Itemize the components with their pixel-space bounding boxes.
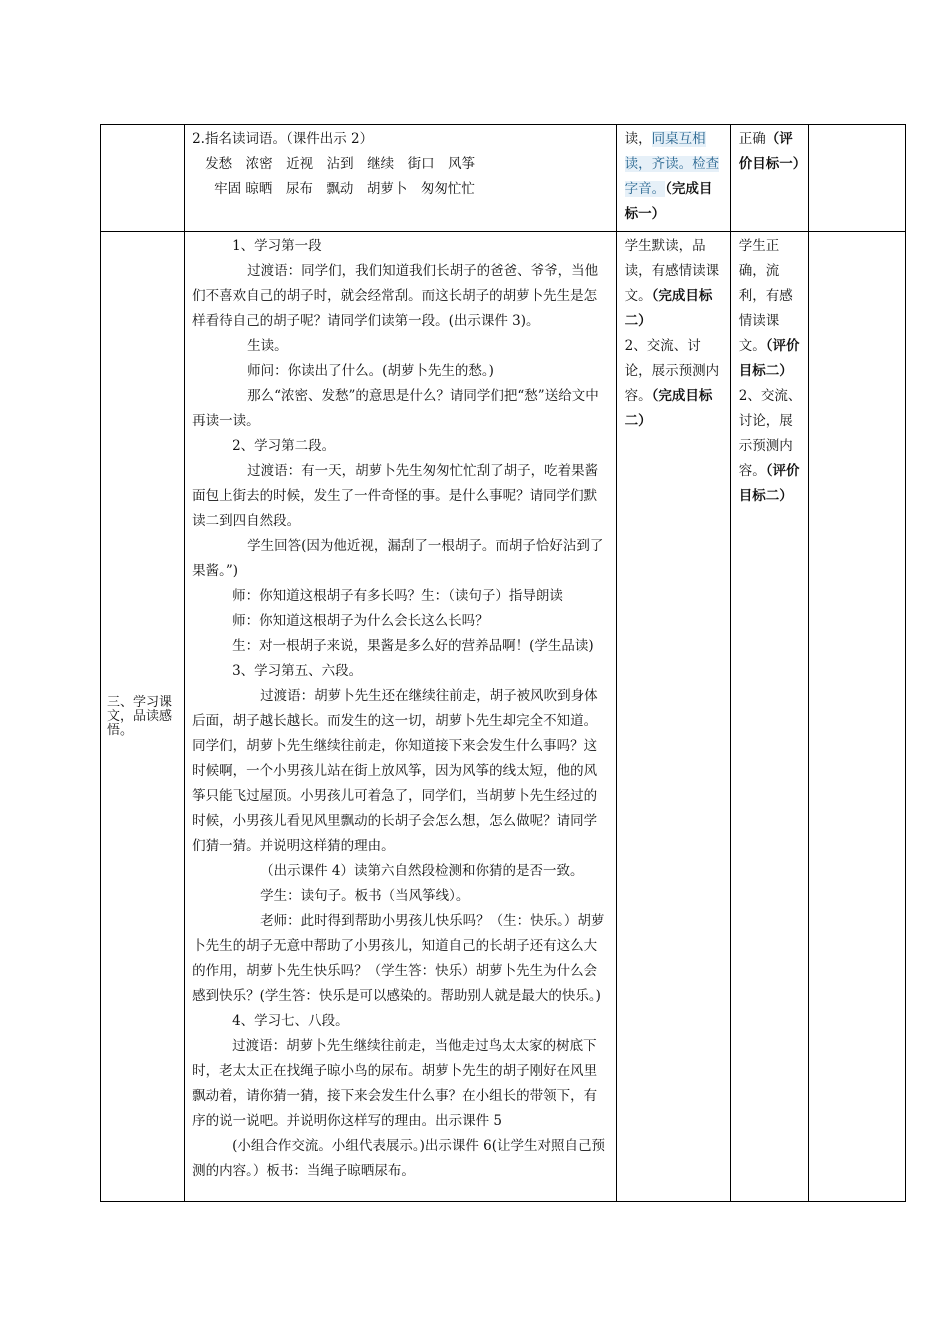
evaluation-text: 2、交流、讨论，展示预测内容。 <box>738 388 802 479</box>
content-heading: 2、学习第二段。 <box>232 438 336 454</box>
lesson-plan-table <box>100 124 906 1202</box>
content-paragraph: 过渡语：有一天，胡萝卜先生匆匆忙忙刮了胡子，吃着果酱面包上街去的时候，发生了一件奇怪的事。是什么事呢？请同学们默读二到四自然段。 <box>192 463 599 529</box>
evaluation-cell <box>730 125 808 232</box>
student-activity-text: 学生默读，品读，有感情读课文。 <box>624 238 720 304</box>
goal-note: （完成目标二） <box>624 388 713 429</box>
student-activity-text: 2、交流、讨论，展示预测内容。 <box>624 338 720 404</box>
content-paragraph: 过渡语：胡萝卜先生继续往前走，当他走过鸟太太家的树底下时，老太太正在找绳子晾小鸟的尿布。胡萝卜先生的胡子刚好在风里飘动着，请你猜一猜，接下来会发生什么事？在小组长的带领下，有序的说一说吧。并说明你这样写的理由。出示课件 5 <box>192 1038 598 1129</box>
content-paragraph: 那么“浓密、发愁”的意思是什么？请同学们把“愁”送给文中再读一读。 <box>192 388 599 429</box>
content-paragraph: （出示课件 4）读第六自然段检测和你猜的是否一致。 <box>260 863 584 879</box>
vocab-line: 牢固 晾晒 尿布 飘动 胡萝卜 匆匆忙忙 <box>214 181 475 197</box>
content-paragraph: 师：你知道这根胡子为什么会长这么长吗？ <box>232 613 489 629</box>
evaluation-goal: （评价目标二） <box>738 338 800 379</box>
content-heading: 4、学习七、八段。 <box>232 1013 349 1029</box>
vocab-line: 发愁 浓密 近视 沾到 继续 街口 风筝 <box>205 156 476 172</box>
content-heading: 1、学习第一段 <box>232 238 322 254</box>
student-activity-text: 读， <box>624 131 652 147</box>
content-paragraph: 过渡语：同学们，我们知道我们长胡子的爸爸、爷爷，当他们不喜欢自己的胡子时，就会经常刮。而这长胡子的胡萝卜先生是怎样看待自己的胡子呢？请同学们读第一段。(出示课件 3)。 <box>192 263 599 329</box>
evaluation-goal: （评价目标一） <box>738 131 807 172</box>
teaching-content-cell <box>185 125 617 232</box>
content-paragraph: 过渡语：胡萝卜先生还在继续往前走，胡子被风吹到身体后面，胡子越长越长。而发生的这一切，胡萝卜先生却完全不知道。同学们，胡萝卜先生继续往前走，你知道接下来会发生什么事吗？这时候啊，一个小男孩儿站在街上放风筝，因为风筝的线太短，他的风筝只能飞过屋顶。小男孩儿可着急了，同学们，当胡萝卜先生经过的时候，小男孩儿看见风里飘动的长胡子会怎么想，怎么做呢？请同学们猜一猜。并说明这样猜的理由。 <box>192 688 598 854</box>
section-cell <box>101 125 185 232</box>
goal-note: （完成目标一） <box>624 181 713 222</box>
content-paragraph: 学生回答(因为他近视，漏刮了一根胡子。而胡子恰好沾到了果酱。”) <box>192 538 604 579</box>
evaluation-goal: （评价目标二） <box>738 463 800 504</box>
content-paragraph: (小组合作交流。小组代表展示。)出示课件 6(让学生对照自己预测的内容。）板书：当绳子晾晒尿布。 <box>192 1138 606 1179</box>
content-paragraph: 师：你知道这根胡子有多长吗？生：（读句子）指导朗读 <box>232 588 563 604</box>
section-cell <box>101 232 185 1202</box>
notes-cell <box>808 125 905 232</box>
evaluation-cell <box>730 232 808 1202</box>
content-paragraph: 学生：读句子。板书（当风筝线）。 <box>260 888 470 904</box>
content-paragraph: 生：对一根胡子来说，果酱是多么好的营养品啊！(学生品读) <box>232 638 594 654</box>
content-paragraph: 师问：你读出了什么。(胡萝卜先生的愁。) <box>247 363 494 379</box>
student-activity-cell <box>616 125 730 232</box>
content-heading: 3、学习第五、六段。 <box>232 663 363 679</box>
teaching-content-cell <box>185 232 617 1202</box>
student-activity-highlight: 同桌互相读，齐读。检查字音。 <box>624 131 720 197</box>
notes-cell <box>808 232 905 1202</box>
content-paragraph: 老师：此时得到帮助小男孩儿快乐吗？（生：快乐。）胡萝卜先生的胡子无意中帮助了小男孩儿，知道自己的长胡子还有这么大的作用，胡萝卜先生快乐吗？（学生答：快乐）胡萝卜先生为什么会感到快乐？(学生答：快乐是可以感染的。帮助别人就是最大的快乐。) <box>192 913 605 1004</box>
content-line: 2.指名读词语。（课件出示 2） <box>192 131 374 147</box>
student-activity-cell <box>616 232 730 1202</box>
table-row <box>101 125 906 232</box>
content-paragraph: 生读。 <box>247 338 288 354</box>
section-label: 三、学习课文，品读感悟。 <box>107 694 173 738</box>
evaluation-text: 正确 <box>738 131 766 147</box>
goal-note: （完成目标二） <box>624 288 713 329</box>
evaluation-text: 学生正确，流利，有感情读课文。 <box>738 238 793 354</box>
table-row <box>101 232 906 1202</box>
